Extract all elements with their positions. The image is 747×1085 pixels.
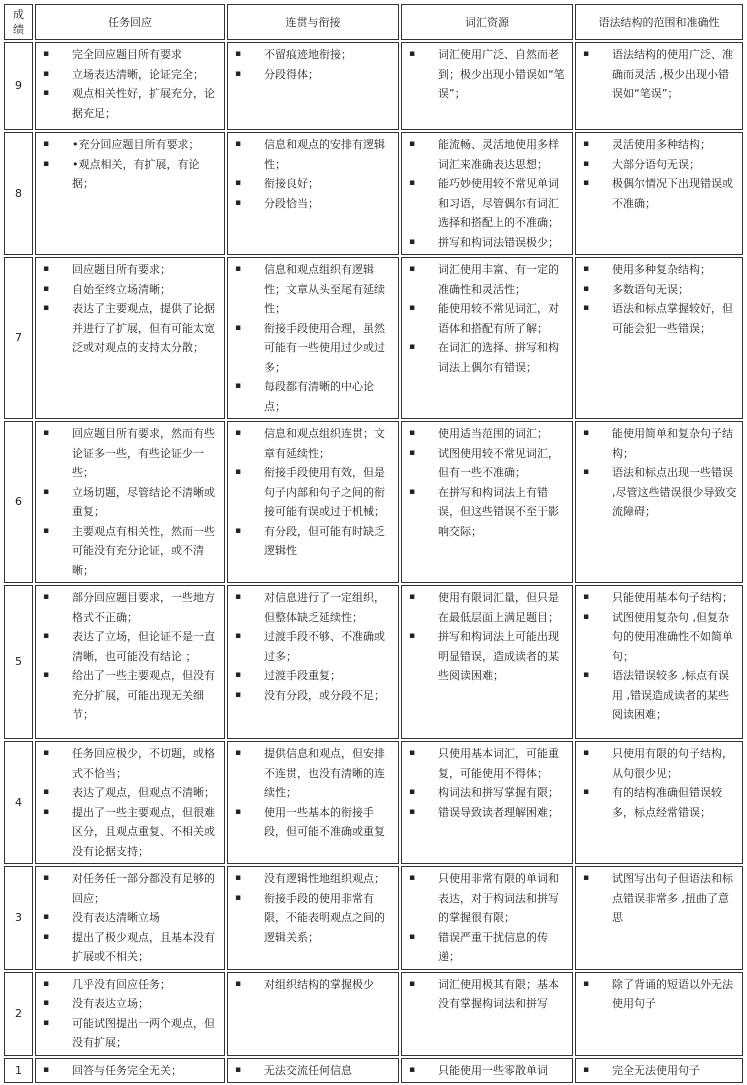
list-item: ▪ 没有逻辑性地组织观点； <box>232 869 394 889</box>
list-item: ▪ 衔接手段使用有效，但是句子内部和句子之间的衔接可能有误或过于机械； <box>232 463 394 522</box>
list-item: ▪ 回应题目所有要求； <box>40 260 220 280</box>
criteria-list <box>232 260 394 416</box>
list-item: ▪ 拼写和构词法错误极少； <box>406 233 568 253</box>
criteria-list <box>232 869 394 947</box>
criteria-list <box>580 975 738 1014</box>
criteria-list <box>232 744 394 842</box>
criteria-list <box>406 260 568 377</box>
criteria-list <box>580 45 738 104</box>
table-body <box>4 42 743 1083</box>
list-item: ▪ 能使用较不常见词汇，对语体和搭配有所了解； <box>406 299 568 338</box>
list-item: ▪ 信息和观点组织连贯；文章有延续性； <box>232 424 394 463</box>
list-item: ▪ 有的结构准确但错误较多，标点经常错误； <box>580 783 738 822</box>
band-score: 1 <box>4 1058 33 1084</box>
list-item: ▪ 在拼写和构词法上有错误，但这些错误不至于影响交际； <box>406 483 568 542</box>
task-response-cell <box>35 132 225 255</box>
criteria-list <box>40 260 220 358</box>
task-response-cell <box>35 972 225 1056</box>
list-item: ▪ 提供信息和观点，但安排不连贯，也没有清晰的连续性； <box>232 744 394 803</box>
table-row <box>4 585 743 739</box>
grammar-cell <box>575 1058 743 1084</box>
list-item: ▪ 表达了主要观点，提供了论据并进行了扩展，但有可能太宽泛或对观点的支持太分散； <box>40 299 220 358</box>
list-item: ▪ 只能使用一些零散单词 <box>406 1061 568 1081</box>
list-item: ▪ 完全回应题目所有要求 <box>40 45 220 65</box>
list-item: ▪ 提出了极少观点，且基本没有扩展或不相关； <box>40 928 220 967</box>
table-row <box>4 741 743 864</box>
band-score: 9 <box>4 42 33 130</box>
task-response-cell <box>35 42 225 130</box>
header-coherence-cohesion: 连贯与衔接 <box>227 4 399 40</box>
criteria-list <box>580 869 738 928</box>
list-item: ▪ 只使用非常有限的单词和表达，对于构词法和拼写的掌握很有限； <box>406 869 568 928</box>
coherence-cell <box>227 1058 399 1084</box>
list-item: ▪ 表达了立场，但论证不是一直清晰，也可能没有结论 ； <box>40 627 220 666</box>
list-item: ▪ 回答与任务完全无关； <box>40 1061 220 1081</box>
task-response-cell <box>35 741 225 864</box>
coherence-cell <box>227 257 399 419</box>
criteria-list <box>406 135 568 252</box>
list-item: ▪ 词汇使用极其有限；基本没有掌握构词法和拼写 <box>406 975 568 1014</box>
list-item: ▪ 每段都有清晰的中心论点； <box>232 377 394 416</box>
list-item: ▪ 自始至终立场清晰； <box>40 280 220 300</box>
criteria-list <box>406 1061 568 1081</box>
table-row <box>4 257 743 419</box>
task-response-cell <box>35 257 225 419</box>
grammar-cell <box>575 866 743 970</box>
list-item: ▪ 试图写出句子但语法和标点错误非常多 ,扭曲了意思 <box>580 869 738 928</box>
task-response-cell <box>35 421 225 583</box>
list-item: ▪ 语法和标点掌握较好，但可能会犯一些错误； <box>580 299 738 338</box>
list-item: ▪ 试图使用较不常见词汇，但有一些不准确； <box>406 444 568 483</box>
grammar-cell <box>575 741 743 864</box>
list-item: ▪ 除了背诵的短语以外无法使用句子 <box>580 975 738 1014</box>
header-grammar: 语法结构的范围和准确性 <box>575 4 743 40</box>
header-task-response: 任务回应 <box>35 4 225 40</box>
list-item: ▪ 完全无法使用句子 <box>580 1061 738 1081</box>
list-item: ▪ 语法结构的使用广泛、准确而灵活 ,极少出现小错误如“笔误”； <box>580 45 738 104</box>
coherence-cell <box>227 866 399 970</box>
band-score: 6 <box>4 421 33 583</box>
list-item: ▪ 只能使用基本句子结构； <box>580 588 738 608</box>
task-response-cell <box>35 866 225 970</box>
header-lexical-resource: 词汇资源 <box>401 4 573 40</box>
list-item: ▪ 给出了一些主要观点，但没有充分扩展，可能出现无关细节； <box>40 666 220 725</box>
list-item: ▪ 没有分段，或分段不足； <box>232 686 394 706</box>
list-item: ▪ 构词法和拼写掌握有限； <box>406 783 568 803</box>
list-item: ▪ 信息和观点的安排有逻辑性； <box>232 135 394 174</box>
list-item: ▪ 错误严重干扰信息的传递； <box>406 928 568 967</box>
band-score: 3 <box>4 866 33 970</box>
list-item: ▪ 没有表达清晰立场 <box>40 908 220 928</box>
criteria-list <box>40 588 220 725</box>
list-item: ▪ 立场切题，尽管结论不清晰或重复； <box>40 483 220 522</box>
list-item: ▪ 能使用简单和复杂句子结构； <box>580 424 738 463</box>
criteria-list <box>580 744 738 822</box>
list-item: ▪ 可能试图提出一两个观点，但没有扩展； <box>40 1014 220 1053</box>
list-item: ▪ 提出了一些主要观点，但很难区分，且观点重复、不相关或没有论据支持； <box>40 803 220 862</box>
list-item: ▪ 过渡手段重复； <box>232 666 394 686</box>
list-item: ▪ •观点相关，有扩展，有论据； <box>40 155 220 194</box>
lexical-cell <box>401 257 573 419</box>
coherence-cell <box>227 585 399 739</box>
coherence-cell <box>227 972 399 1056</box>
coherence-cell <box>227 132 399 255</box>
list-item: ▪ 使用有限词汇量，但只是在最低层面上满足题目； <box>406 588 568 627</box>
criteria-list <box>40 975 220 1053</box>
list-item: ▪ 对信息进行了一定组织，但整体缺乏延续性； <box>232 588 394 627</box>
list-item: ▪ 试图使用复杂句 ,但复杂句的使用准确性不如简单句； <box>580 608 738 667</box>
criteria-list <box>40 45 220 123</box>
list-item: ▪ 观点相关性好，扩展充分，论据充足； <box>40 84 220 123</box>
list-item: ▪ 无法交流任何信息 <box>232 1061 394 1081</box>
list-item: ▪ 对任务任一部分都没有足够的回应； <box>40 869 220 908</box>
grammar-cell <box>575 421 743 583</box>
lexical-cell <box>401 421 573 583</box>
list-item: ▪ 信息和观点组织有逻辑性；文章从头至尾有延续性； <box>232 260 394 319</box>
criteria-list <box>232 135 394 213</box>
band-descriptor-table <box>2 2 745 1085</box>
grammar-cell <box>575 257 743 419</box>
list-item: ▪ 大部分语句无误； <box>580 155 738 175</box>
list-item: ▪ 分段恰当； <box>232 194 394 214</box>
grammar-cell <box>575 42 743 130</box>
coherence-cell <box>227 42 399 130</box>
task-response-cell <box>35 585 225 739</box>
criteria-list <box>406 45 568 104</box>
list-item: ▪ 立场表达清晰，论证完全； <box>40 65 220 85</box>
lexical-cell <box>401 1058 573 1084</box>
header-row <box>4 4 743 40</box>
list-item: ▪ 错误导致读者理解困难； <box>406 803 568 823</box>
lexical-cell <box>401 972 573 1056</box>
list-item: ▪ 只使用有限的句子结构，从句很少见； <box>580 744 738 783</box>
list-item: ▪ 灵活使用多种结构； <box>580 135 738 155</box>
list-item: ▪ 拼写和构词法上可能出现明显错误，造成读者的某些阅读困难； <box>406 627 568 686</box>
criteria-list <box>40 1061 220 1081</box>
list-item: ▪ 衔接手段的使用非常有限，不能表明观点之间的逻辑关系； <box>232 889 394 948</box>
list-item: ▪ 在词汇的选择、拼写和构词法上偶尔有错误； <box>406 338 568 377</box>
band-score: 2 <box>4 972 33 1056</box>
criteria-list <box>40 744 220 861</box>
list-item: ▪ 表达了观点，但观点不清晰； <box>40 783 220 803</box>
grammar-cell <box>575 972 743 1056</box>
band-score: 4 <box>4 741 33 864</box>
list-item: ▪ 极偶尔情况下出现错误或不准确； <box>580 174 738 213</box>
list-item: ▪ 回应题目所有要求，然而有些论证多一些，有些论证少一些； <box>40 424 220 483</box>
band-score: 8 <box>4 132 33 255</box>
list-item: ▪ 对组织结构的掌握极少 <box>232 975 394 995</box>
list-item: ▪ 能流畅、灵活地使用多样词汇来准确表达思想； <box>406 135 568 174</box>
list-item: ▪ 任务回应极少，不切题，或格式不恰当； <box>40 744 220 783</box>
criteria-list <box>40 424 220 580</box>
list-item: ▪ 几乎没有回应任务； <box>40 975 220 995</box>
header-score: 成绩 <box>4 4 33 40</box>
list-item: ▪ 语法和标点出现一些错误 ,尽管这些错误很少导致交流障碍； <box>580 463 738 522</box>
table-row <box>4 866 743 970</box>
criteria-list <box>40 135 220 194</box>
criteria-list <box>406 744 568 822</box>
criteria-list <box>232 1061 394 1081</box>
table-row <box>4 421 743 583</box>
list-item: ▪ 能巧妙使用较不常见单词和习语，尽管偶尔有词汇选择和搭配上的不准确； <box>406 174 568 233</box>
list-item: ▪ 不留痕迹地衔接； <box>232 45 394 65</box>
band-score: 5 <box>4 585 33 739</box>
criteria-list <box>406 975 568 1014</box>
list-item: ▪ 词汇使用广泛、自然而老到；极少出现小错误如“笔误”； <box>406 45 568 104</box>
list-item: ▪ 使用适当范围的词汇； <box>406 424 568 444</box>
criteria-list <box>232 424 394 561</box>
criteria-list <box>406 588 568 686</box>
list-item: ▪ 多数语句无误； <box>580 280 738 300</box>
criteria-list <box>232 975 394 995</box>
grammar-cell <box>575 585 743 739</box>
list-item: ▪ 没有表达立场； <box>40 994 220 1014</box>
lexical-cell <box>401 42 573 130</box>
criteria-list <box>40 869 220 967</box>
table-row <box>4 1058 743 1084</box>
criteria-list <box>232 45 394 84</box>
criteria-list <box>580 260 738 338</box>
grammar-cell <box>575 132 743 255</box>
table-row <box>4 132 743 255</box>
list-item: ▪ 只使用基本词汇，可能重复，可能使用不得体； <box>406 744 568 783</box>
lexical-cell <box>401 741 573 864</box>
lexical-cell <box>401 585 573 739</box>
list-item: ▪ 主要观点有相关性，然而一些可能没有充分论证，或不清晰； <box>40 522 220 581</box>
list-item: ▪ 部分回应题目要求，一些地方格式不正确； <box>40 588 220 627</box>
task-response-cell <box>35 1058 225 1084</box>
list-item: ▪ 衔接良好； <box>232 174 394 194</box>
list-item: ▪ 分段得体； <box>232 65 394 85</box>
list-item: ▪ 有分段，但可能有时缺乏逻辑性 <box>232 522 394 561</box>
criteria-list <box>232 588 394 705</box>
lexical-cell <box>401 866 573 970</box>
criteria-list <box>580 1061 738 1081</box>
criteria-list <box>406 424 568 541</box>
coherence-cell <box>227 421 399 583</box>
criteria-list <box>580 424 738 522</box>
band-score: 7 <box>4 257 33 419</box>
list-item: ▪ 语法错误较多 ,标点有误用 ,错误造成读者的某些阅读困难； <box>580 666 738 725</box>
criteria-list <box>406 869 568 967</box>
criteria-list <box>580 588 738 725</box>
list-item: ▪ 使用一些基本的衔接手段，但可能不准确或重复 <box>232 803 394 842</box>
table-row <box>4 42 743 130</box>
criteria-list <box>580 135 738 213</box>
coherence-cell <box>227 741 399 864</box>
list-item: ▪ 过渡手段不够、不准确或过多； <box>232 627 394 666</box>
lexical-cell <box>401 132 573 255</box>
list-item: ▪ 衔接手段使用合理，虽然可能有一些使用过少或过多； <box>232 319 394 378</box>
list-item: ▪ 词汇使用丰富、有一定的准确性和灵活性； <box>406 260 568 299</box>
list-item: ▪ •充分回应题目所有要求； <box>40 135 220 155</box>
table-row <box>4 972 743 1056</box>
list-item: ▪ 使用多种复杂结构； <box>580 260 738 280</box>
